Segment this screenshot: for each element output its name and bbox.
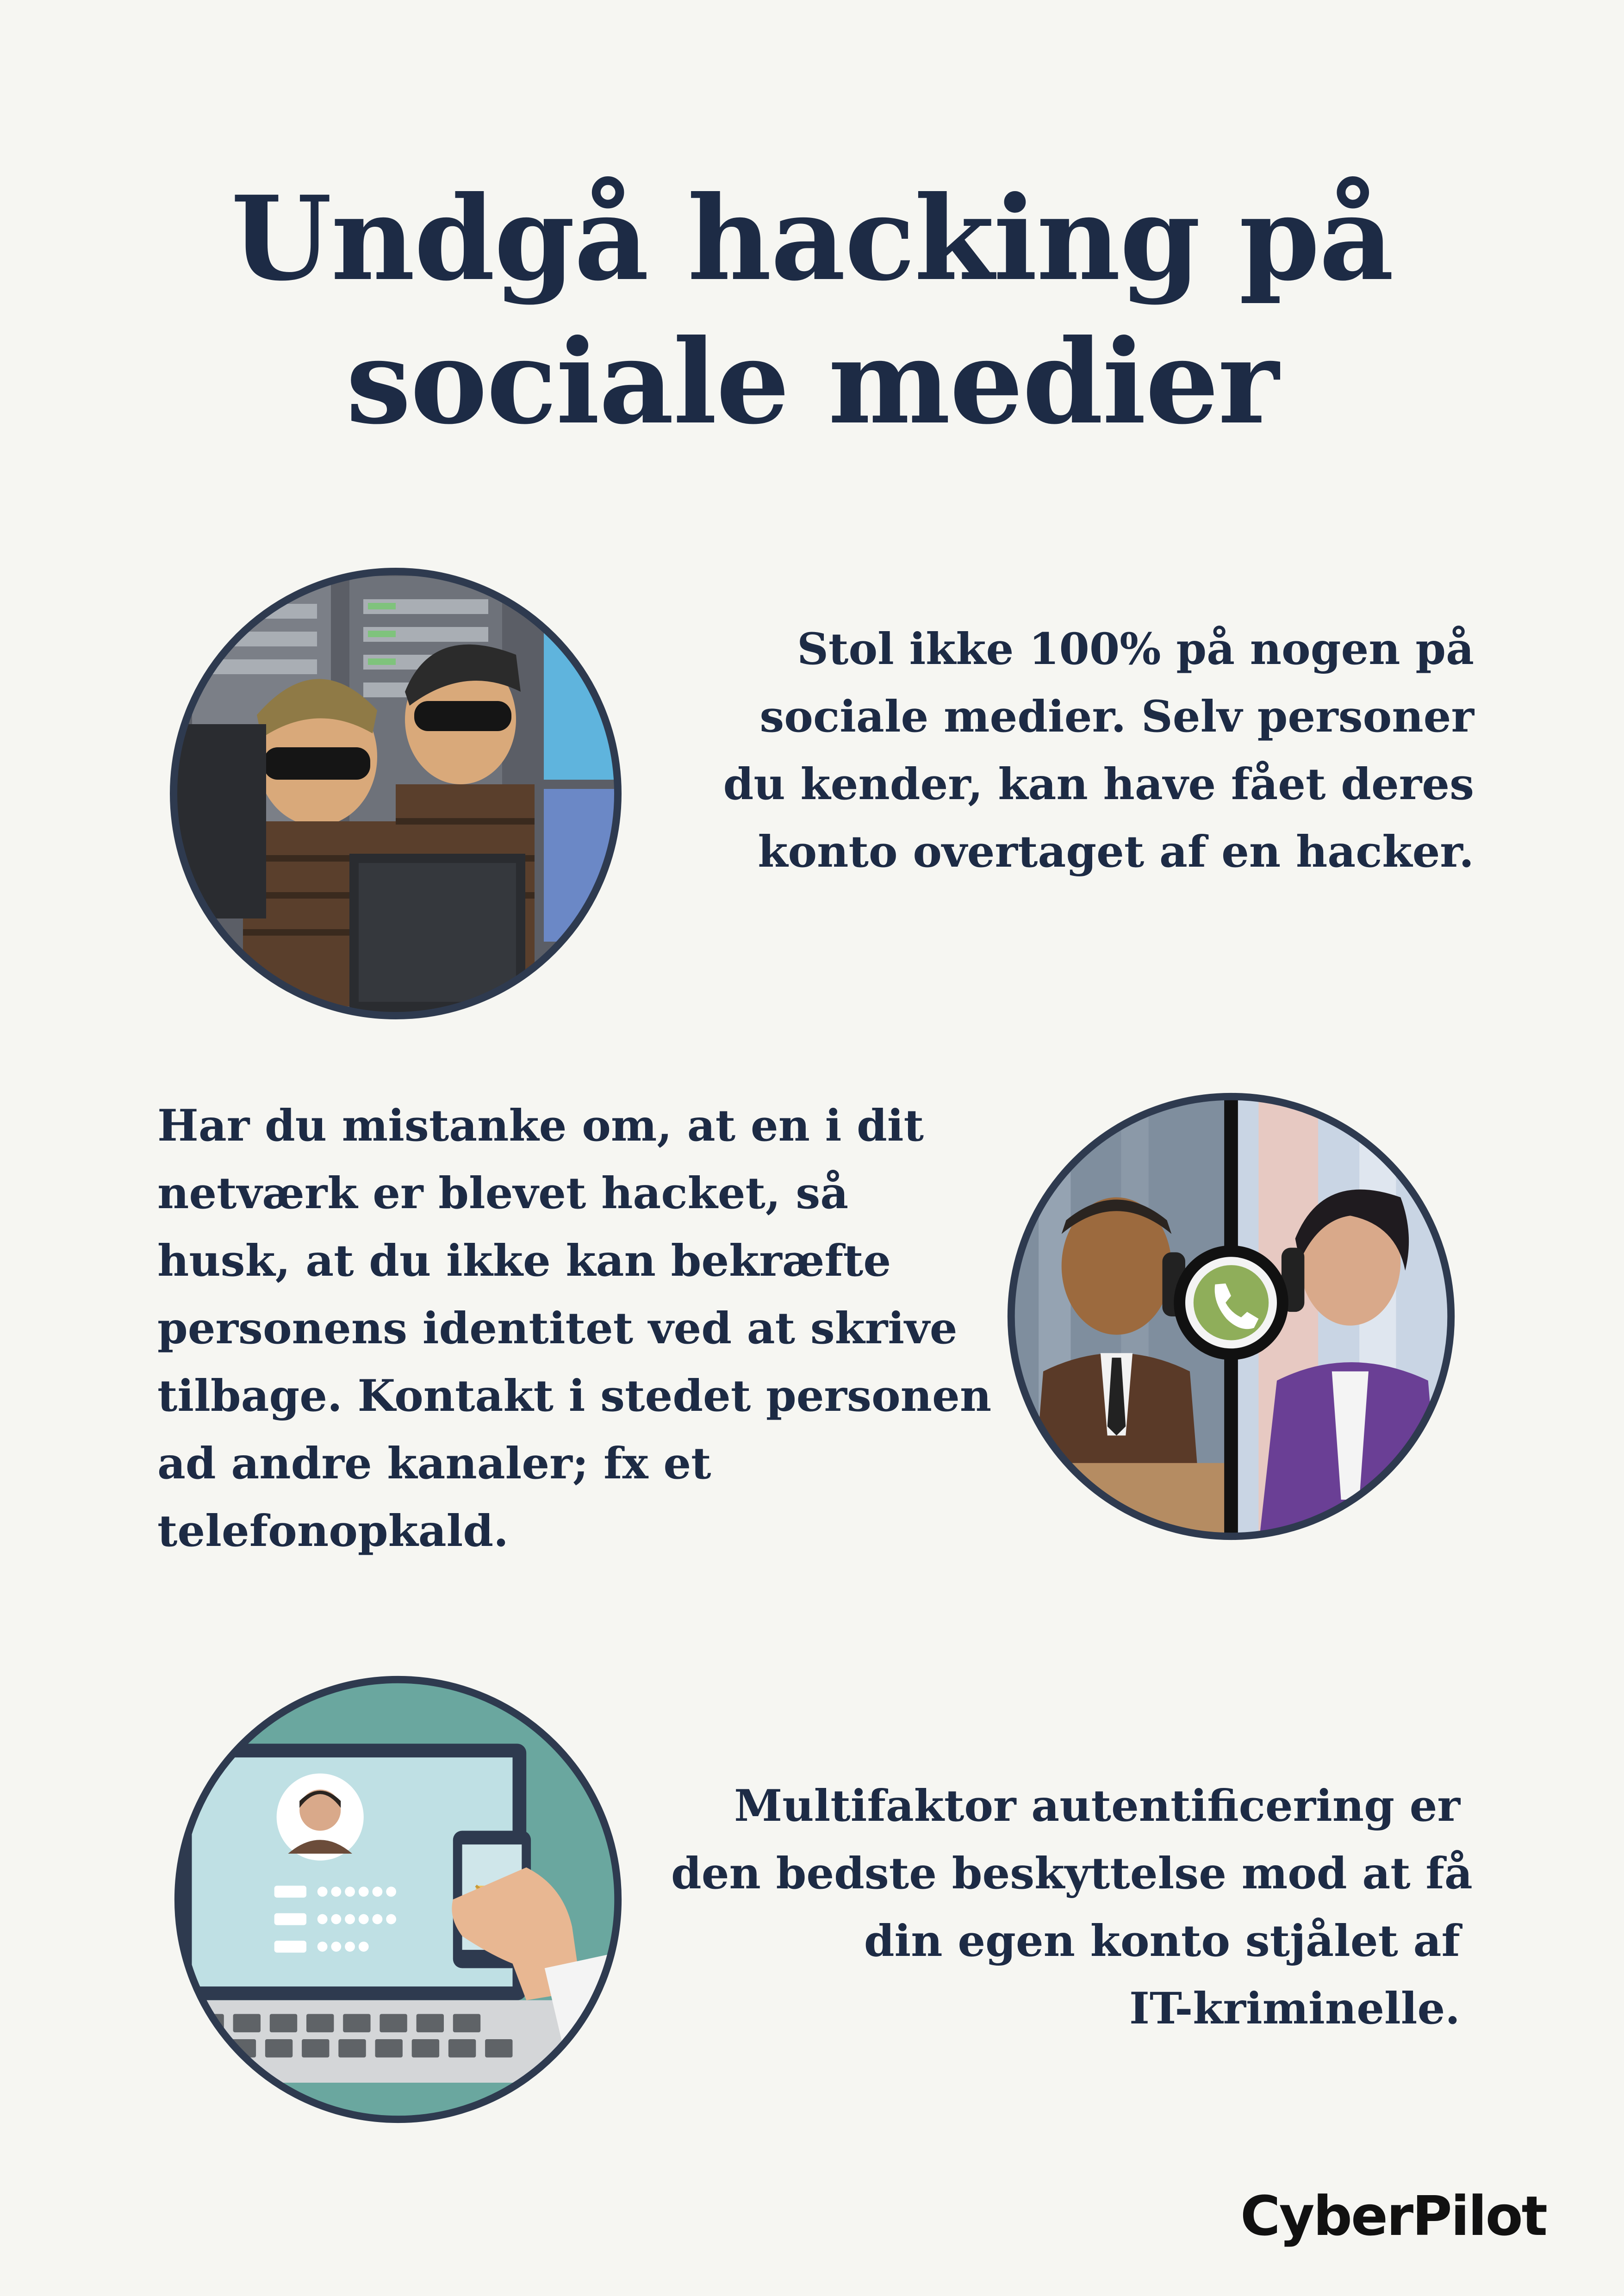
section-2-line-6: ad andre kanaler; fx et [157, 1438, 711, 1489]
section-1-line-3: du kender, kan have fået deres [723, 759, 1474, 810]
section-1-line-2: sociale medier. Selv personer [759, 691, 1474, 742]
hackers-illustration [164, 562, 627, 1025]
section-3-text [671, 1772, 1473, 2042]
section-1-line-4: konto overtaget af en hacker. [758, 826, 1474, 877]
section-2-text [157, 1092, 990, 1565]
section-3-line-3: din egen konto stjålet af [864, 1916, 1460, 1967]
section-3-line-2: den bedste beskyttelse mod at få [671, 1848, 1473, 1899]
section-3-line-4: IT-kriminelle. [1129, 1983, 1460, 2034]
section-2-line-2: netværk er blevet hacket, så [157, 1168, 849, 1219]
page-title [0, 167, 1624, 453]
section-1-text [694, 615, 1474, 886]
section-2-line-5: tilbage. Kontakt i stedet personen [157, 1371, 992, 1421]
section-2-line-3: husk, at du ikke kan bekræfte [157, 1235, 891, 1286]
section-2-line-1: Har du mistanke om, at en i dit [157, 1100, 924, 1151]
multifactor-illustration [169, 1670, 627, 2128]
phone-call-illustration [1002, 1087, 1460, 1545]
cyberpilot-logo: CyberPilot [1240, 2184, 1547, 2248]
page-title-line-1: Undgå hacking på [231, 170, 1393, 306]
section-3-line-1: Multifaktor autentificering er [734, 1781, 1460, 1831]
section-1-line-1: Stol ikke 100% på nogen på [797, 624, 1474, 675]
section-2-line-7: telefonopkald. [157, 1506, 509, 1557]
section-2-line-4: personens identitet ved at skrive [157, 1303, 958, 1354]
page-title-line-2: sociale medier [346, 314, 1278, 450]
